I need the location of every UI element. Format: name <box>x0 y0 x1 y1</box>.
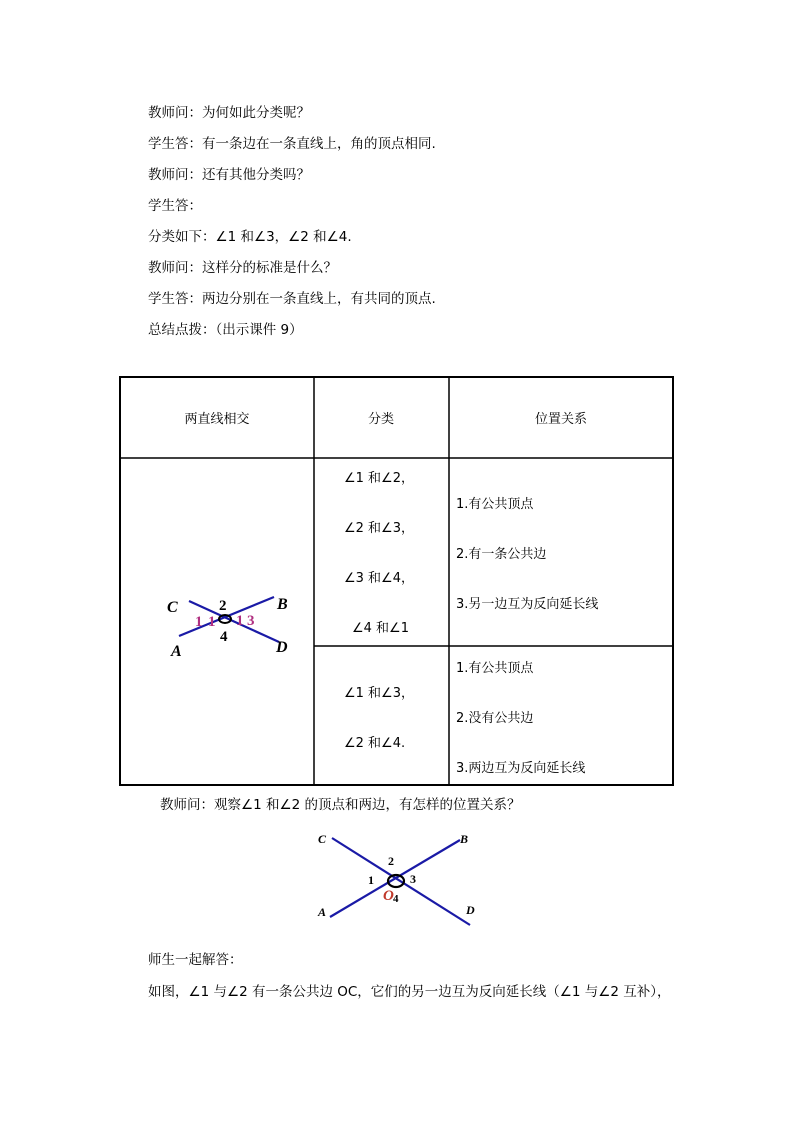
relation2-3: 3.两边互为反向延长线 <box>456 761 586 776</box>
label-d: D <box>466 903 475 917</box>
angle-label-2: 2 <box>388 854 394 868</box>
paragraph-5: 分类如下：∠1 和∠3，∠2 和∠4. <box>148 229 352 245</box>
angle-label-4: 4 <box>220 629 228 645</box>
paragraph-7: 学生答：两边分别在一条直线上，有共同的顶点. <box>148 291 436 307</box>
relation1-3: 3.另一边互为反向延长线 <box>456 597 599 612</box>
paragraph-2: 学生答：有一条边在一条直线上，角的顶点相同. <box>148 136 436 152</box>
paragraph-4: 学生答： <box>148 198 202 214</box>
angle-label-1: 1 <box>195 614 203 630</box>
line-cd <box>189 601 279 642</box>
angle-label-3-tick: 1 <box>236 613 244 629</box>
relation2-1: 1.有公共顶点 <box>456 661 534 676</box>
angle-label-3: 3 <box>410 872 416 886</box>
pair-2-4: ∠2 和∠4. <box>344 736 406 751</box>
header-classify: 分类 <box>367 412 395 427</box>
paragraph-8: 总结点拨：（出示课件 9） <box>148 322 303 338</box>
figure-intersecting-lines-small <box>167 596 288 660</box>
header-relation: 位置关系 <box>534 412 588 427</box>
pair-1-2: ∠1 和∠2， <box>344 471 414 486</box>
angle-label-2: 2 <box>219 598 227 614</box>
pair-3-4: ∠3 和∠4， <box>344 571 414 586</box>
header-intersect: 两直线相交 <box>184 412 250 427</box>
label-c: C <box>318 832 327 846</box>
label-d: D <box>276 639 288 656</box>
relation1-1: 1.有公共顶点 <box>456 497 534 512</box>
paragraph-1: 教师问：为何如此分类呢？ <box>148 105 310 121</box>
question: 教师问：观察∠1 和∠2 的顶点和两边，有怎样的位置关系？ <box>160 797 521 813</box>
angle-label-4: 4 <box>393 893 399 905</box>
paragraph-6: 教师问：这样分的标准是什么？ <box>148 260 337 276</box>
classification-table <box>119 376 674 786</box>
label-a: A <box>318 905 327 919</box>
label-b: B <box>460 832 469 846</box>
relation1-2: 2.有一条公共边 <box>456 547 547 562</box>
angle-label-1-tick: 1 <box>208 614 216 630</box>
angle-label-1: 1 <box>368 873 374 887</box>
paragraph-3: 教师问：还有其他分类吗？ <box>148 167 310 183</box>
pair-2-3: ∠2 和∠3， <box>344 521 414 536</box>
paragraph-answer-intro: 师生一起解答： <box>148 952 243 968</box>
paragraph-answer: 如图，∠1 与∠2 有一条公共边 OC，它们的另一边互为反向延长线（∠1 与∠2 互补）， <box>148 984 671 1000</box>
pair-4-1: ∠4 和∠1 <box>352 621 409 636</box>
label-b: B <box>277 596 288 613</box>
label-a: A <box>171 643 182 660</box>
line-cd <box>332 838 470 925</box>
angle-label-3: 3 <box>247 613 255 629</box>
label-c: C <box>167 599 178 616</box>
label-o: O <box>383 888 394 904</box>
pair-1-3: ∠1 和∠3， <box>344 686 414 701</box>
figure-intersecting-lines <box>300 826 500 932</box>
relation2-2: 2.没有公共边 <box>456 711 534 726</box>
